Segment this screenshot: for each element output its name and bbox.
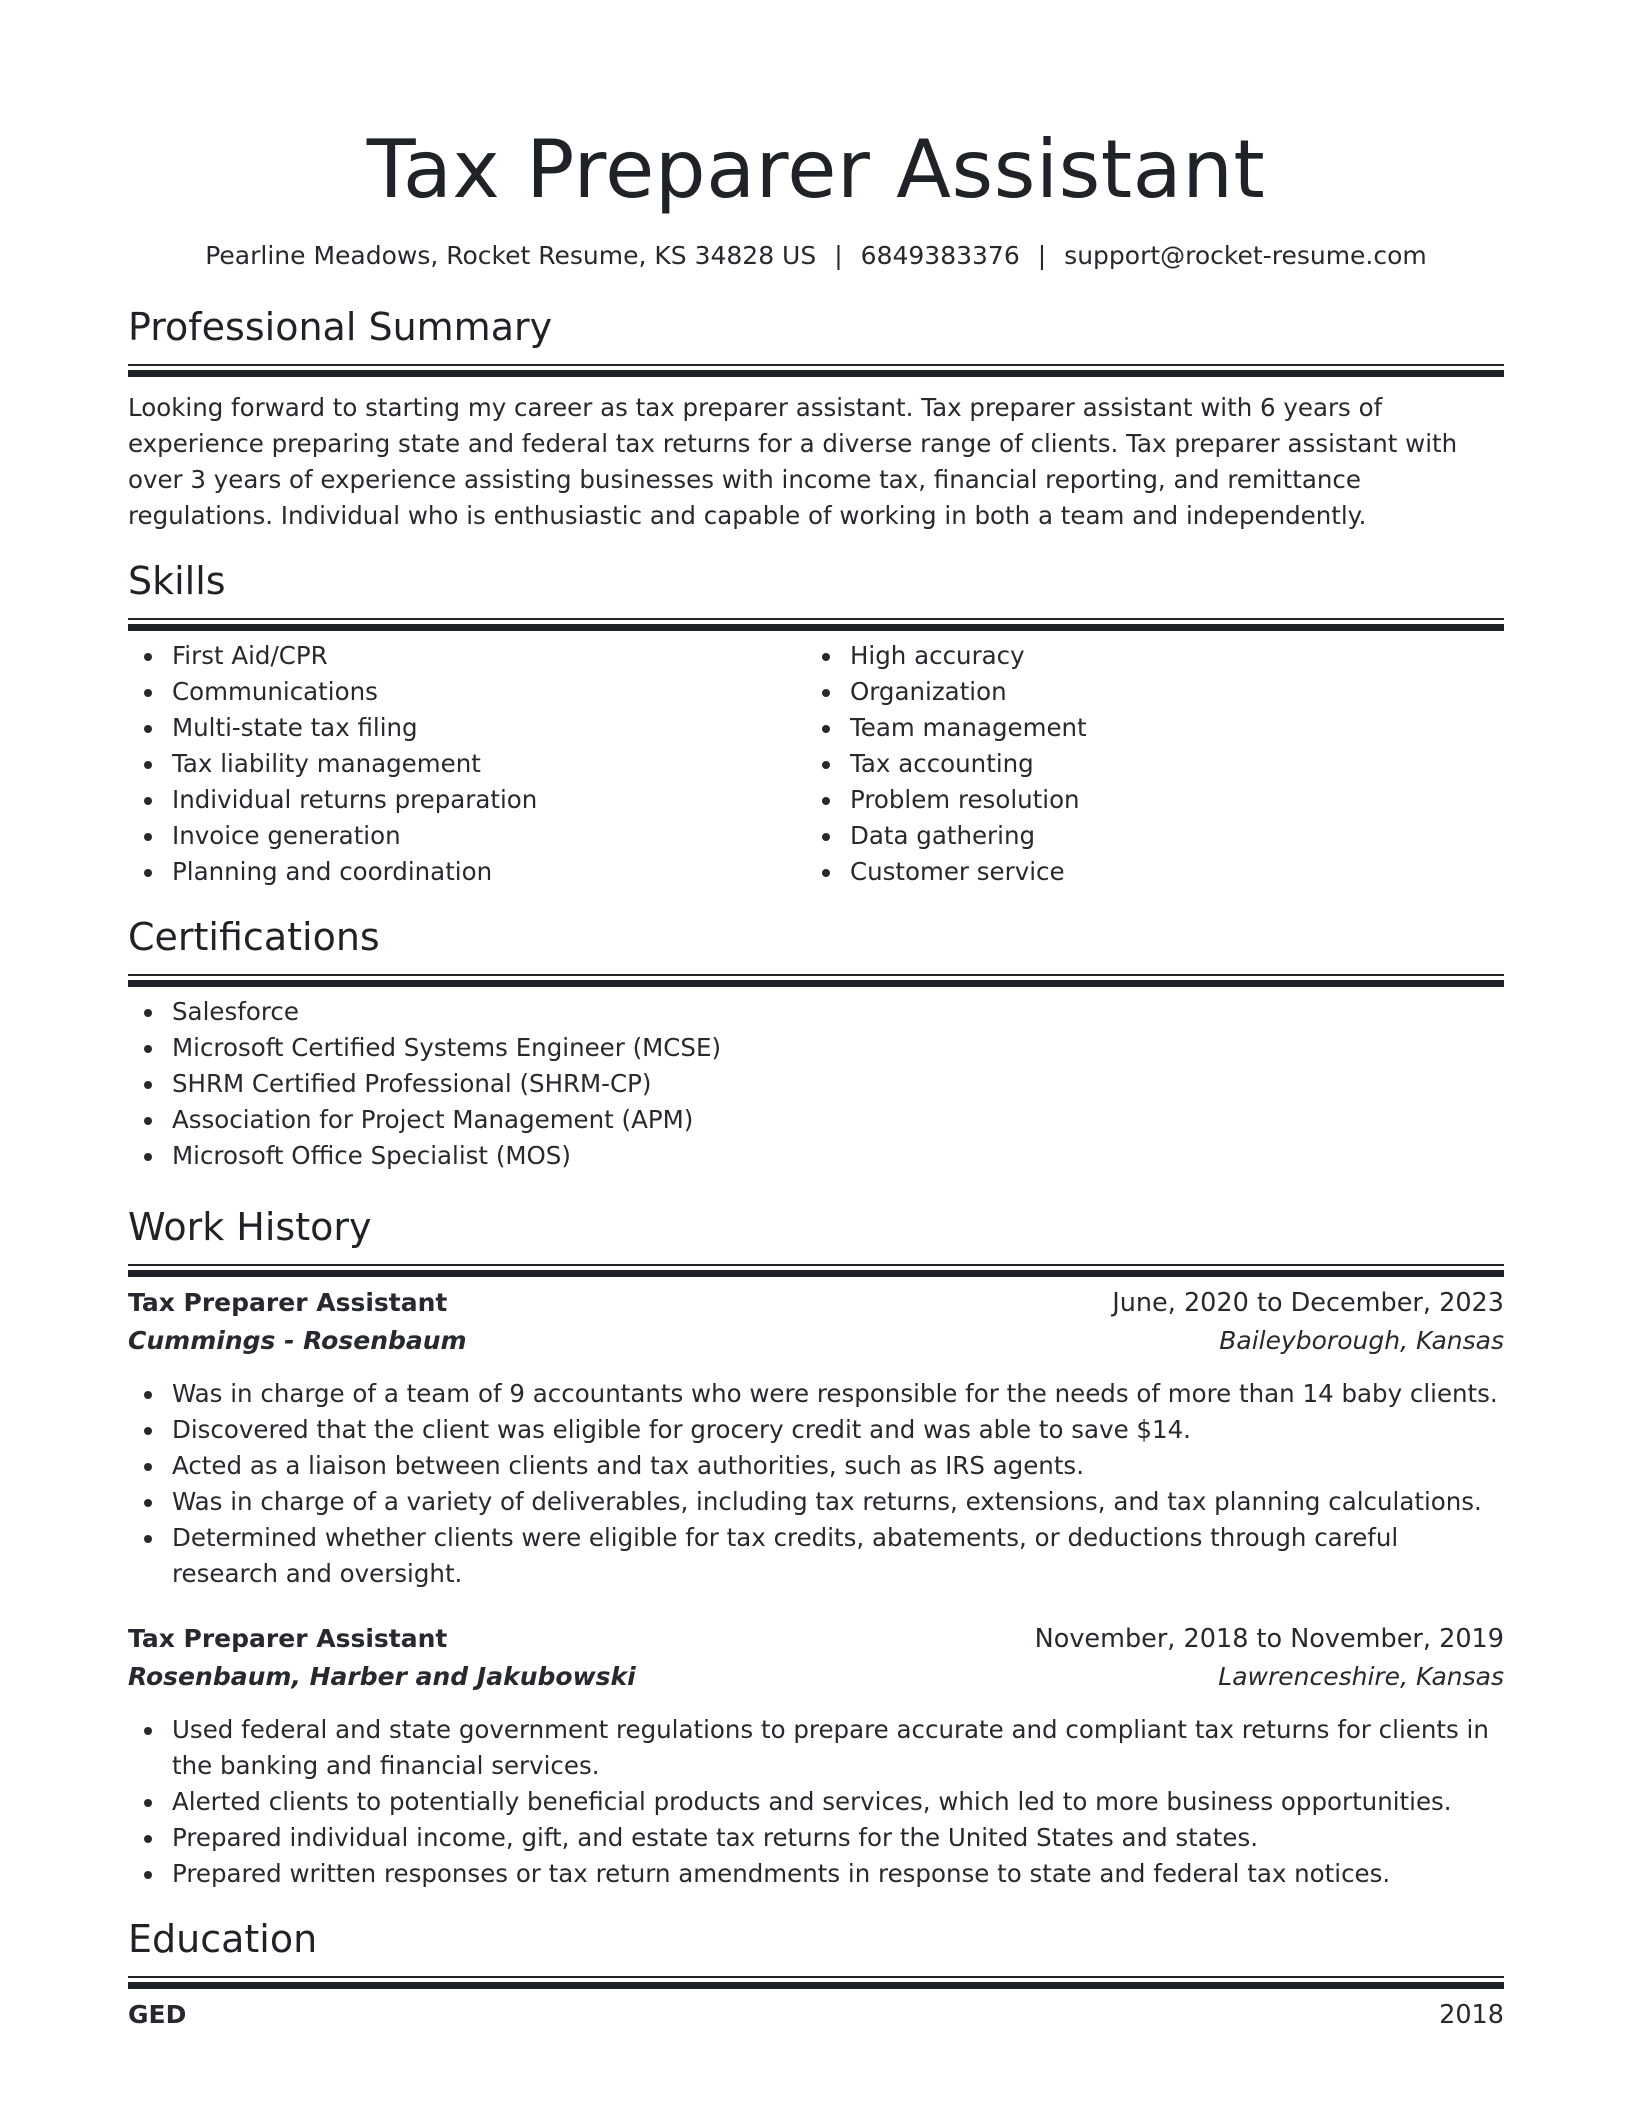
education-degree: GED [128, 2000, 187, 2029]
job-bullet: Used federal and state government regulations to prepare accurate and compliant tax returns for clients in the banking and financial services. [128, 1712, 1504, 1784]
education-year: 2018 [1439, 2000, 1504, 2030]
skill-item: Team management [806, 710, 1484, 746]
contact-line [128, 240, 1504, 272]
certification-item: Association for Project Management (APM) [128, 1102, 1504, 1138]
job-bullet: Discovered that the client was eligible for grocery credit and was able to save $14. [128, 1412, 1504, 1448]
skill-item: Tax liability management [128, 746, 806, 782]
skill-item: Tax accounting [806, 746, 1484, 782]
contact-separator: | [834, 241, 843, 270]
contact-email[interactable]: support@rocket-resume.com [1064, 241, 1427, 270]
skill-item: Individual returns preparation [128, 782, 806, 818]
skill-item: High accuracy [806, 638, 1484, 674]
section-heading-work-history: Work History [128, 1205, 372, 1249]
job-bullet: Was in charge of a team of 9 accountants who were responsible for the needs of more than 14 baby clients. [128, 1376, 1504, 1412]
job-location: Lawrenceshire, Kansas [1218, 1662, 1504, 1691]
certification-item: SHRM Certified Professional (SHRM-CP) [128, 1066, 1504, 1102]
section-divider [128, 974, 1504, 976]
section-divider [128, 1976, 1504, 1978]
skill-item: Data gathering [806, 818, 1484, 854]
section-divider [128, 618, 1504, 620]
skill-item: First Aid/CPR [128, 638, 806, 674]
skill-item: Invoice generation [128, 818, 806, 854]
job-location: Baileyborough, Kansas [1219, 1326, 1504, 1355]
job-entry [128, 1620, 1504, 1892]
job-entry [128, 1284, 1504, 1592]
skills-columns [128, 638, 1504, 890]
job-bullet: Acted as a liaison between clients and tax authorities, such as IRS agents. [128, 1448, 1504, 1484]
section-divider [128, 364, 1504, 366]
contact-separator: | [1037, 241, 1047, 270]
certification-item: Microsoft Office Specialist (MOS) [128, 1138, 1504, 1174]
job-bullet: Was in charge of a variety of deliverables, including tax returns, extensions, and tax planning calculations. [128, 1484, 1504, 1520]
skill-item: Communications [128, 674, 806, 710]
skill-item: Multi-state tax filing [128, 710, 806, 746]
section-divider [128, 1264, 1504, 1266]
section-heading-certifications: Certifications [128, 915, 380, 959]
job-header [128, 1284, 1504, 1322]
work-history-section [128, 1204, 1504, 1892]
job-bullet: Alerted clients to potentially beneficial products and services, which led to more business opportunities. [128, 1784, 1504, 1820]
summary-text: Looking forward to starting my career as tax preparer assistant. Tax preparer assistant with 6 years of experience preparing state and federal tax returns for a diverse range of clients. Tax preparer assistant with over 3 years of experience assisting businesses with income tax, financial reporting, and remittance regulations. Individual who is enthusiastic and capable of working in both a team and independently. [128, 393, 1458, 530]
job-dates: November, 2018 to November, 2019 [1034, 1624, 1504, 1654]
summary-section [128, 304, 1504, 534]
education-section [128, 1916, 1504, 2032]
contact-phone: 6849383376 [860, 241, 1020, 270]
section-heading-summary: Professional Summary [128, 305, 553, 349]
job-bullet: Prepared individual income, gift, and estate tax returns for the United States and states. [128, 1820, 1504, 1856]
job-dates: June, 2020 to December, 2023 [1112, 1288, 1504, 1318]
resume-page [128, 0, 1504, 2032]
job-title: Tax Preparer Assistant [128, 1624, 448, 1653]
skill-item: Customer service [806, 854, 1484, 890]
skills-list-left [128, 638, 806, 890]
education-entry [128, 1998, 1504, 2032]
certification-item: Salesforce [128, 994, 1504, 1030]
job-header [128, 1620, 1504, 1658]
job-subheader [128, 1658, 1504, 1696]
job-bullet: Prepared written responses or tax return amendments in response to state and federal tax notices. [128, 1856, 1504, 1892]
skills-list-right [806, 638, 1484, 890]
job-bullets [128, 1712, 1504, 1892]
job-title: Tax Preparer Assistant [128, 1288, 448, 1317]
job-company: Rosenbaum, Harber and Jakubowski [128, 1662, 636, 1691]
skill-item: Problem resolution [806, 782, 1484, 818]
job-bullet: Determined whether clients were eligible for tax credits, abatements, or deductions through careful research and oversight. [128, 1520, 1504, 1592]
certification-item: Microsoft Certified Systems Engineer (MCSE) [128, 1030, 1504, 1066]
job-company: Cummings - Rosenbaum [128, 1326, 467, 1355]
skill-item: Planning and coordination [128, 854, 806, 890]
skill-item: Organization [806, 674, 1484, 710]
job-subheader [128, 1322, 1504, 1360]
certifications-list [128, 994, 1504, 1174]
section-heading-education: Education [128, 1917, 318, 1961]
resume-title: Tax Preparer Assistant [366, 123, 1266, 216]
skills-section [128, 558, 1504, 890]
certifications-section [128, 914, 1504, 1174]
contact-address: Pearline Meadows, Rocket Resume, KS 34828 US [205, 241, 817, 270]
section-heading-skills: Skills [128, 559, 226, 603]
job-bullets [128, 1376, 1504, 1592]
